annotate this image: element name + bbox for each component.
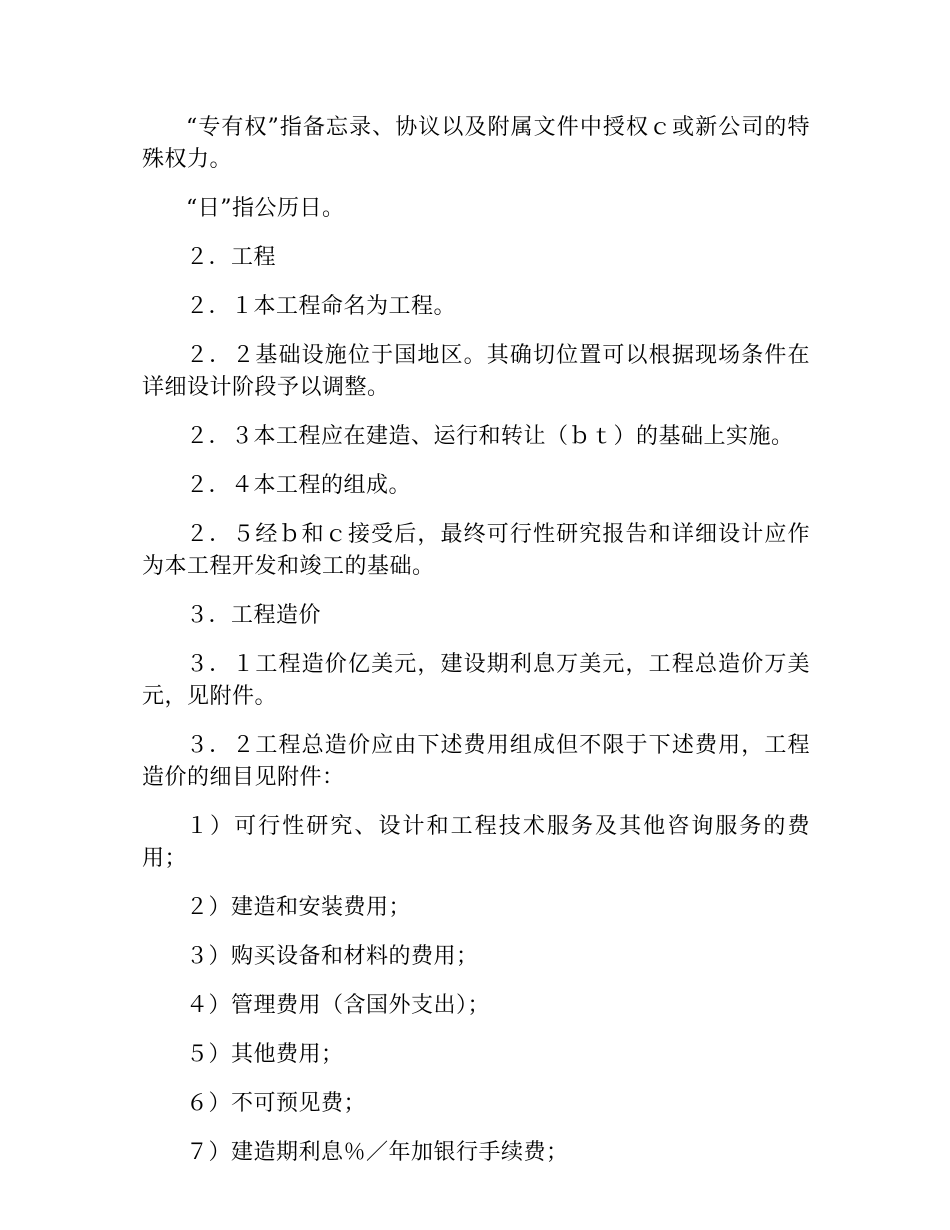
clause-3-1: ３．１工程造价亿美元，建设期利息万美元，工程总造价万美元，见附件。 xyxy=(142,652,810,709)
list-item-4: ４）管理费用（含国外支出）； xyxy=(186,993,491,1018)
clause-2-1: ２．１本工程命名为工程。 xyxy=(186,294,457,319)
clause-2-4: ２．４本工程的组成。 xyxy=(186,473,412,498)
paragraph-definition-exclusive-right: “专有权”指备忘录、协议以及附属文件中授权ｃ或新公司的特殊权力。 xyxy=(142,115,810,172)
list-item-3: ３）购买设备和材料的费用； xyxy=(186,944,479,969)
list-item-2: ２）建造和安装费用； xyxy=(186,895,412,920)
clause-2-5: ２．５经ｂ和ｃ接受后，最终可行性研究报告和详细设计应作为本工程开发和竣工的基础。 xyxy=(142,522,810,579)
clause-2-2: ２．２基础设施位于国地区。其确切位置可以根据现场条件在详细设计阶段予以调整。 xyxy=(142,343,810,400)
section-heading-project-cost: ３．工程造价 xyxy=(186,603,322,628)
list-item-6: ６）不可预见费； xyxy=(186,1091,367,1116)
section-heading-project: ２．工程 xyxy=(186,245,277,270)
list-item-5: ５）其他费用； xyxy=(186,1042,344,1067)
list-item-1: １）可行性研究、设计和工程技术服务及其他咨询服务的费用； xyxy=(142,814,810,871)
paragraph-definition-day: “日”指公历日。 xyxy=(186,196,345,221)
clause-2-3: ２．３本工程应在建造、运行和转让（ｂｔ）的基础上实施。 xyxy=(186,424,794,449)
clause-3-2: ３．２工程总造价应由下述费用组成但不限于下述费用，工程造价的细目见附件： xyxy=(142,733,810,790)
list-item-7: ７）建造期利息％／年加银行手续费； xyxy=(186,1140,569,1165)
document-page xyxy=(142,112,810,1186)
